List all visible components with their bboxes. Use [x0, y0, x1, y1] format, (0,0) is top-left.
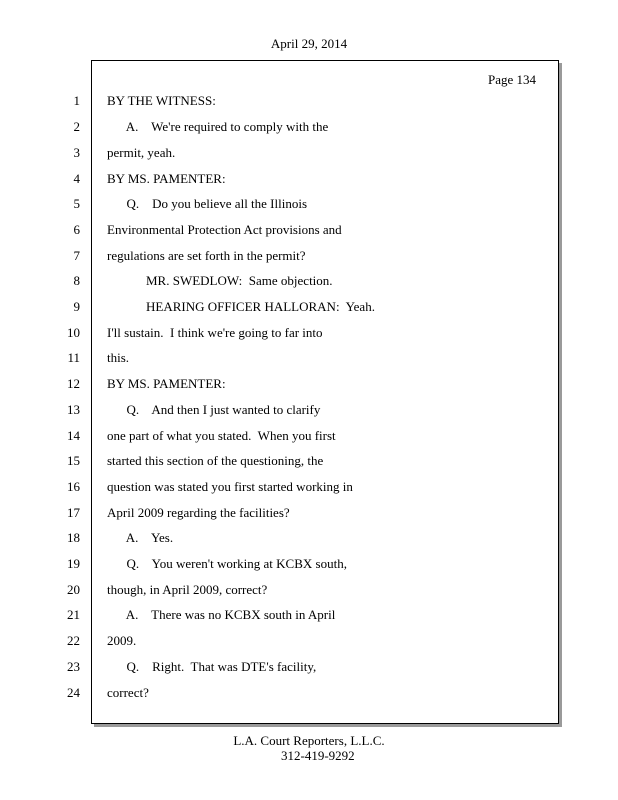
line-number: 5	[73, 196, 80, 211]
line-number: 13	[67, 402, 80, 417]
line-number: 21	[67, 607, 80, 622]
line-number: 24	[67, 685, 80, 700]
footer-phone: 312-419-9292	[281, 748, 355, 763]
line-number: 12	[67, 376, 80, 391]
transcript-line: A. There was no KCBX south in April	[107, 607, 336, 622]
transcript-line: correct?	[107, 685, 149, 700]
line-number: 22	[67, 633, 80, 648]
transcript-line: permit, yeah.	[107, 145, 176, 160]
line-number: 14	[67, 428, 80, 443]
transcript-line: BY MS. PAMENTER:	[107, 376, 226, 391]
footer-company: L.A. Court Reporters, L.L.C.	[233, 733, 385, 748]
line-number: 9	[73, 299, 80, 314]
line-number: 23	[67, 659, 80, 674]
page-number: Page 134	[487, 72, 536, 87]
transcript-line: Q. You weren't working at KCBX south,	[107, 556, 347, 571]
transcript-line: 2009.	[107, 633, 137, 648]
line-number: 11	[67, 350, 80, 365]
line-number: 16	[67, 479, 80, 494]
transcript-line: Environmental Protection Act provisions and	[107, 222, 342, 237]
line-number: 1	[73, 93, 80, 108]
line-number: 7	[73, 248, 80, 263]
line-number: 3	[73, 145, 80, 160]
line-number: 18	[67, 530, 80, 545]
transcript-line: regulations are set forth in the permit?	[107, 248, 306, 263]
transcript-line: question was stated you first started working in	[107, 479, 353, 494]
transcript-line: MR. SWEDLOW: Same objection.	[107, 273, 333, 288]
transcript-line: started this section of the questioning, the	[107, 453, 324, 468]
transcript-line: Q. Right. That was DTE's facility,	[107, 659, 317, 674]
line-number: 2	[73, 119, 80, 134]
transcript-line: BY THE WITNESS:	[107, 93, 216, 108]
transcript-line: I'll sustain. I think we're going to far into	[107, 325, 323, 340]
line-number: 15	[67, 453, 80, 468]
transcript-line: A. Yes.	[107, 530, 174, 545]
transcript-line: A. We're required to comply with the	[107, 119, 329, 134]
line-number: 6	[73, 222, 80, 237]
transcript-line: Q. Do you believe all the Illinois	[107, 196, 308, 211]
transcript-line: though, in April 2009, correct?	[107, 582, 268, 597]
line-number: 8	[73, 273, 80, 288]
transcript-line: April 2009 regarding the facilities?	[107, 505, 290, 520]
transcript-line: one part of what you stated. When you first	[107, 428, 336, 443]
transcript-line: HEARING OFFICER HALLORAN: Yeah.	[107, 299, 375, 314]
line-number: 19	[67, 556, 80, 571]
line-number: 20	[67, 582, 80, 597]
line-number: 17	[67, 505, 80, 520]
transcript-line: BY MS. PAMENTER:	[107, 171, 226, 186]
line-number: 4	[73, 171, 80, 186]
line-number: 10	[67, 325, 80, 340]
transcript-line: this.	[107, 350, 130, 365]
header-date: April 29, 2014	[270, 36, 348, 51]
transcript-line: Q. And then I just wanted to clarify	[107, 402, 321, 417]
